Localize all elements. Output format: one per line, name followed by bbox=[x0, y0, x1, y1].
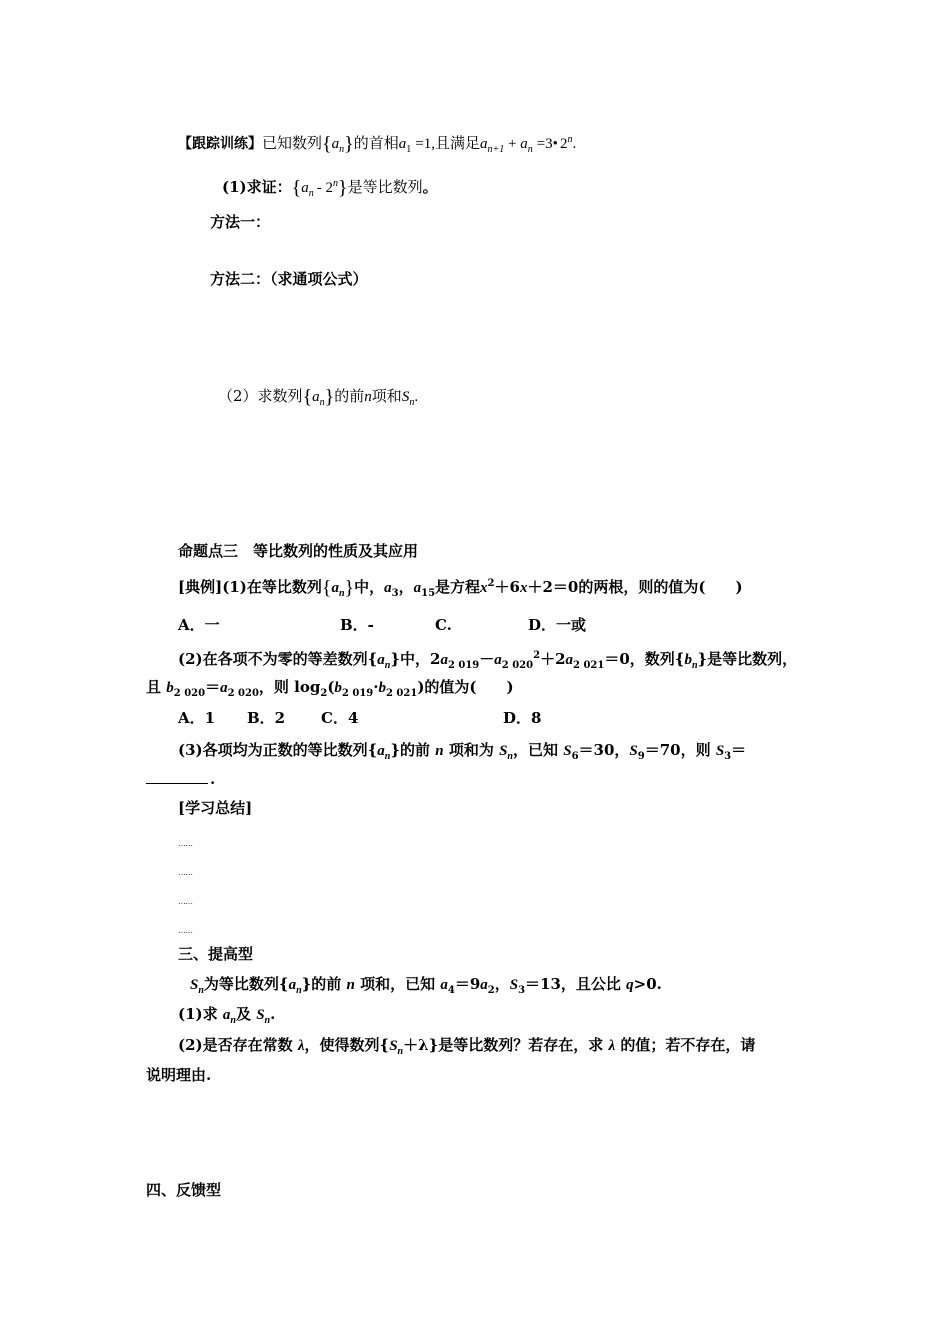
training-statement: 【跟踪训练】已知数列$\{a_n\}$的首相$a_1 =1$,且满足$a_{n+1} + a_n$ =3• 2$^n$. bbox=[178, 133, 577, 155]
example1-option-a: A．一 bbox=[178, 616, 220, 634]
example2-line2: 且 $b_{2 020}=a_{2 020}$，则 $\log_2(b_{2 019}\cdot b_{2 021})$的值为( ) bbox=[146, 678, 514, 699]
example2-option-c: C．4 bbox=[321, 709, 359, 727]
example2-option-d: D．8 bbox=[503, 709, 542, 727]
advanced-q2-line1: (2)是否存在常数 λ，使得数列$\{S_n+\lambda\}$是等比数列？若存在，求 λ 的值；若不存在，请 bbox=[178, 1036, 756, 1057]
training-part1: (1)求证：$\{a_n - 2^n\}$是等比数列。 bbox=[222, 177, 438, 199]
example1-question: [典例](1)在等比数列$\{a_n\}$中，$a_3$，$a_{15}$是方程$x^2+6x+2=0$的两根，则的值为( ) bbox=[178, 577, 743, 599]
example1-option-b: B．- bbox=[340, 616, 374, 634]
example3-line1: (3)各项均为正数的等比数列$\{a_n\}$的前 n 项和为 $S_n$，已知 $S_6=30$，$S_9=70$，则 $S_3=$ bbox=[178, 741, 747, 762]
advanced-q1: (1)求 $a_n$及 $S_n$. bbox=[178, 1005, 276, 1026]
summary-dots-2: …… bbox=[178, 868, 192, 877]
example2-option-b: B．2 bbox=[247, 709, 286, 727]
example1-option-c: C. bbox=[435, 616, 452, 634]
training-part2: （2）求数列$\{a_n\}$的前n项和$S_n$. bbox=[218, 386, 419, 408]
example2-option-a: A．1 bbox=[178, 709, 216, 727]
advanced-statement: $S_n$为等比数列$\{a_n\}$的前 n 项和，已知 $a_4=9a_2$，$S_3=13$，且公比 q>0. bbox=[190, 975, 662, 996]
method-two: 方法二：（求通项公式） bbox=[210, 270, 368, 288]
feedback-heading: 四、反馈型 bbox=[146, 1181, 222, 1199]
section3-heading: 命题点三 等比数列的性质及其应用 bbox=[178, 542, 419, 560]
summary-dots-4: …… bbox=[178, 926, 192, 935]
summary-dots-3: …… bbox=[178, 897, 192, 906]
advanced-heading: 三、提高型 bbox=[178, 945, 254, 963]
example2-line1: (2)在各项不为零的等差数列$\{a_n\}$中，$2a_{2 019}-a_{2 020}^2+2a_{2 021}=0$，数列$\{b_n\}$是等比数列， bbox=[178, 650, 798, 671]
summary-title: [学习总结] bbox=[178, 799, 253, 817]
example1-option-d: D．一或 bbox=[528, 616, 587, 634]
example3-answer-blank[interactable]: . bbox=[146, 769, 215, 789]
summary-dots-1: …… bbox=[178, 839, 192, 848]
method-one: 方法一： bbox=[210, 213, 271, 231]
advanced-q2-line2: 说明理由. bbox=[146, 1066, 212, 1084]
